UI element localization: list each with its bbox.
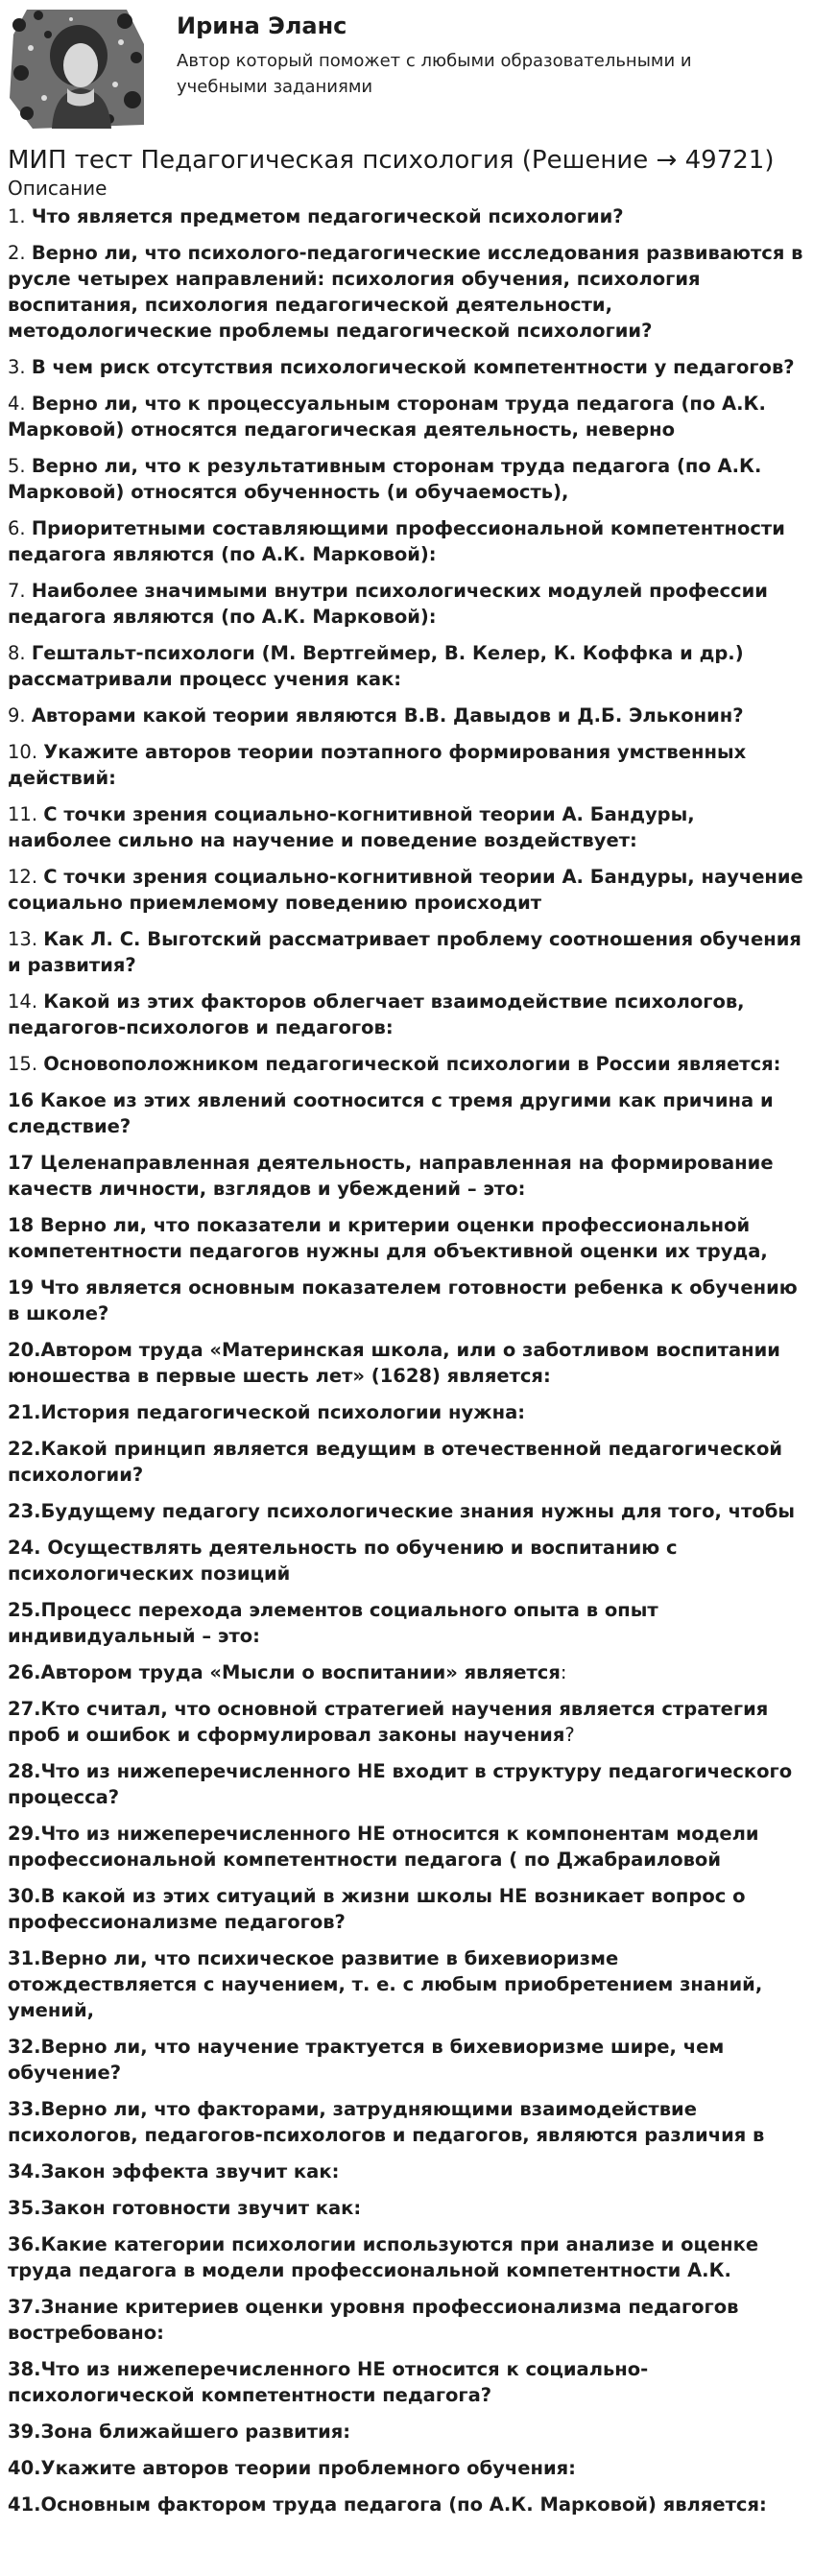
question-text: 26.Автором труда «Мысли о воспитании» является <box>8 1661 561 1683</box>
question-text: 24. Осуществлять деятельность по обучению и воспитанию с психологических позиций <box>8 1537 678 1585</box>
question-text: 16 Какое из этих явлений соотносится с тремя другими как причина и следствие? <box>8 1089 774 1137</box>
question-text: 37.Знание критериев оценки уровня профессионализма педагогов востребовано: <box>8 2296 739 2344</box>
question-text: С точки зрения социально-когнитивной теории А. Бандуры, научение социально приемлемому поведению происходит <box>8 866 803 914</box>
question-item <box>8 2159 803 2184</box>
question-text: 41.Основным фактором труда педагога (по А.К. Марковой) является: <box>8 2493 767 2516</box>
question-text: Что является предметом педагогической психологии? <box>31 205 624 227</box>
question-item <box>8 2492 803 2517</box>
question-item <box>8 578 803 630</box>
question-item <box>8 1212 803 1264</box>
question-text: Приоритетными составляющими профессиональной компетентности педагога являются (по А.К. Марковой): <box>8 517 785 565</box>
question-item <box>8 2455 803 2481</box>
question-text: Укажите авторов теории поэтапного формирования умственных действий: <box>8 741 747 789</box>
question-text: 29.Что из нижеперечисленного НЕ относится к компонентам модели профессиональной компетентности педагога ( по Джабраиловой <box>8 1823 759 1871</box>
question-text: С точки зрения социально-когнитивной теории А. Бандуры, наиболее сильно на научение и поведение воздействует: <box>8 803 695 851</box>
question-item <box>8 354 803 380</box>
question-item <box>8 2096 803 2148</box>
author-avatar[interactable] <box>10 6 144 129</box>
question-item <box>8 1275 803 1326</box>
question-text: Верно ли, что к результативным сторонам труда педагога (по А.К. Марковой) относятся обученность (и обучаемость), <box>8 455 762 503</box>
question-number: 11. <box>8 803 44 825</box>
question-number: 15. <box>8 1053 44 1075</box>
question-item <box>8 1051 803 1077</box>
question-item <box>8 1597 803 1649</box>
question-item <box>8 926 803 978</box>
author-header <box>0 0 813 134</box>
question-item <box>8 1758 803 1810</box>
question-item <box>8 1150 803 1202</box>
question-item <box>8 1498 803 1524</box>
question-item <box>8 2195 803 2221</box>
question-item <box>8 391 803 442</box>
question-number: 8. <box>8 642 32 664</box>
page-title: МИП тест Педагогическая психология (Решение → 49721) <box>8 146 775 175</box>
question-item <box>8 1945 803 2023</box>
question-text: 30.В какой из этих ситуаций в жизни школы НЕ возникает вопрос о профессионализме педагогов? <box>8 1885 746 1933</box>
question-text: Гештальт-психологи (М. Вертгеймер, В. Келер, К. Коффка и др.) рассматривали процесс учения как: <box>8 642 744 690</box>
question-text: 34.Закон эффекта звучит как: <box>8 2160 340 2182</box>
question-text: 38.Что из нижеперечисленного НЕ относится к социально-психологической компетентности педагога? <box>8 2358 649 2406</box>
question-item <box>8 1535 803 1586</box>
question-number: 9. <box>8 704 32 727</box>
question-text: 27.Кто считал, что основной стратегией научения является стратегия проб и ошибок и сформулировал законы научения <box>8 1698 769 1746</box>
question-item <box>8 1087 803 1139</box>
question-number: 3. <box>8 356 32 378</box>
question-item <box>8 2231 803 2283</box>
question-number: 5. <box>8 455 32 477</box>
question-text: 33.Верно ли, что факторами, затрудняющими взаимодействие психологов, педагогов-психологов и педагогов, являются различия в <box>8 2098 765 2146</box>
question-text: 17 Целенаправленная деятельность, направленная на формирование качеств личности, взглядов и убеждений – это: <box>8 1152 774 1200</box>
question-item <box>8 1436 803 1488</box>
question-list <box>0 203 813 2517</box>
question-item <box>8 864 803 916</box>
question-text: 25.Процесс перехода элементов социального опыта в опыт индивидуальный – это: <box>8 1599 658 1647</box>
question-text: Какой из этих факторов облегчает взаимодействие психологов, педагогов-психологов и педагогов: <box>8 990 745 1038</box>
question-number: 12. <box>8 866 44 888</box>
question-item <box>8 2294 803 2346</box>
question-item <box>8 640 803 692</box>
question-text: 32.Верно ли, что научение трактуется в бихевиоризме шире, чем обучение? <box>8 2036 725 2084</box>
author-bio: Автор который поможет с любыми образовательными и учебными заданиями <box>177 51 692 97</box>
question-item <box>8 515 803 567</box>
question-number: 14. <box>8 990 44 1013</box>
question-item <box>8 1696 803 1748</box>
question-number: 2. <box>8 242 32 264</box>
question-text: 19 Что является основным показателем готовности ребенка к обучению в школе? <box>8 1276 798 1324</box>
question-item <box>8 989 803 1040</box>
question-text: 18 Верно ли, что показатели и критерии оценки профессиональной компетентности педагогов нужны для объективной оценки их труда, <box>8 1214 768 1262</box>
question-item <box>8 2419 803 2445</box>
question-tail: ? <box>564 1724 575 1746</box>
question-item <box>8 1399 803 1425</box>
author-name[interactable]: Ирина Эланс <box>177 12 347 39</box>
question-tail: : <box>560 1661 567 1683</box>
question-number: 1. <box>8 205 32 227</box>
question-item <box>8 453 803 505</box>
question-text: 21.История педагогической психологии нужна: <box>8 1401 526 1423</box>
question-item <box>8 703 803 728</box>
question-text: 31.Верно ли, что психическое развитие в бихевиоризме отождествляется с научением, т. е. с любым приобретением знаний, умений, <box>8 1947 763 2021</box>
question-text: Авторами какой теории являются В.В. Давыдов и Д.Б. Эльконин? <box>31 704 744 727</box>
question-item <box>8 1883 803 1935</box>
question-text: 20.Автором труда «Материнская школа, или о заботливом воспитании юношества в первые шесть лет» (1628) является: <box>8 1339 780 1387</box>
question-text: 22.Какой принцип является ведущим в отечественной педагогической психологии? <box>8 1438 783 1486</box>
question-item <box>8 1337 803 1389</box>
question-item <box>8 1821 803 1872</box>
question-item <box>8 2356 803 2408</box>
question-number: 7. <box>8 580 32 602</box>
question-text: 40.Укажите авторов теории проблемного обучения: <box>8 2457 576 2479</box>
question-text: 35.Закон готовности звучит как: <box>8 2197 362 2219</box>
question-item <box>8 240 803 344</box>
question-item <box>8 801 803 853</box>
question-item <box>8 739 803 791</box>
question-item <box>8 203 803 229</box>
question-text: В чем риск отсутствия психологической компетентности у педагогов? <box>31 356 795 378</box>
question-text: Верно ли, что психолого-педагогические исследования развиваются в русле четырех направлений: психология обучения, психология воспитания, психология педагогической деятельности, методологические проблемы педагогической психологии? <box>8 242 803 342</box>
description-label: Описание <box>8 177 108 200</box>
question-text: Верно ли, что к процессуальным сторонам труда педагога (по А.К. Марковой) относятся педагогическая деятельность, неверно <box>8 393 766 441</box>
question-item <box>8 1659 803 1685</box>
question-number: 13. <box>8 928 44 950</box>
question-text: 28.Что из нижеперечисленного НЕ входит в структуру педагогического процесса? <box>8 1760 793 1808</box>
question-text: 23.Будущему педагогу психологические знания нужны для того, чтобы <box>8 1500 796 1522</box>
question-number: 6. <box>8 517 32 539</box>
question-text: Как Л. С. Выготский рассматривает проблему соотношения обучения и развития? <box>8 928 801 976</box>
question-number: 10. <box>8 741 44 763</box>
question-text: 39.Зона ближайшего развития: <box>8 2421 351 2443</box>
question-text: Основоположником педагогической психологии в России является: <box>43 1053 781 1075</box>
question-text: Наиболее значимыми внутри психологических модулей профессии педагога являются (по А.К. Марковой): <box>8 580 768 628</box>
question-number: 4. <box>8 393 32 415</box>
question-item <box>8 2034 803 2086</box>
question-text: 36.Какие категории психологии используются при анализе и оценке труда педагога в модели профессиональной компетентности А.К. <box>8 2233 759 2281</box>
